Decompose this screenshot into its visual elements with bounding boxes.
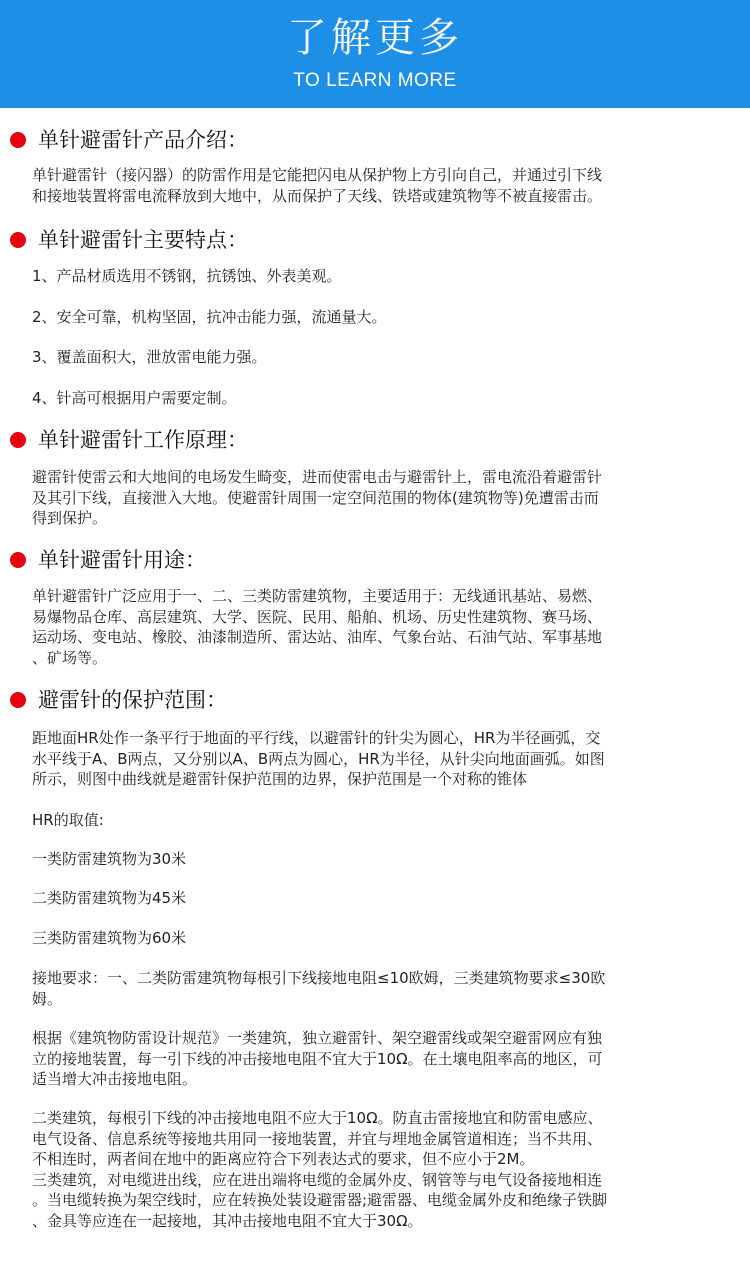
section-title: 单针避雷针工作原理： bbox=[38, 428, 248, 452]
paragraph: HR的取值: bbox=[32, 811, 104, 829]
feature-item: 2、安全可靠，机构坚固，抗冲击能力强，流通量大。 bbox=[32, 308, 387, 326]
feature-item: 4、针高可根据用户需要定制。 bbox=[32, 389, 237, 407]
paragraph: 单针避雷针（接闪器）的防雷作用是它能把闪电从保护物上方引向自己，并通过引下线 和接地装置将雷电流释放到大地中，从而保护了天线、铁塔或建筑物等不被直接雷击。 bbox=[32, 166, 603, 205]
section-heading-usage bbox=[10, 545, 206, 575]
paragraph: 单针避雷针广泛应用于一、二、三类防雷建筑物，主要适用于：无线通讯基站、易燃、 易爆物品仓库、高层建筑、大学、医院、民用、船舶、机场、历史性建筑物、赛马场、 运动场、变电站、橡胶、油漆制造所、雷达站、油库、气象台站、石油气站、军事基地 、矿场等。 bbox=[32, 587, 603, 667]
paragraph: 距地面HR处作一条平行于地面的平行线，以避雷针的针尖为圆心，HR为半径画弧，交 水平线于A、B两点，又分别以A、B两点为圆心，HR为半径，从针尖向地面画弧。如图 所示，则图中曲线就是避雷针保护范围的边界，保护范围是一个对称的锥体 bbox=[32, 729, 605, 788]
section-heading-range bbox=[10, 685, 227, 715]
section-title: 单针避雷针主要特点： bbox=[38, 228, 248, 252]
red-dot-icon bbox=[10, 432, 26, 448]
section-title: 单针避雷针产品介绍： bbox=[38, 128, 248, 152]
red-dot-icon bbox=[10, 692, 26, 708]
feature-item: 3、覆盖面积大，泄放雷电能力强。 bbox=[32, 348, 267, 366]
paragraph: 二类建筑，每根引下线的冲击接地电阻不应大于10Ω。防直击雷接地宜和防雷电感应、 电气设备、信息系统等接地共用同一接地装置，并宜与埋地金属管道相连；当不共用、 不相连时，两者间在地中的距离应符合下列表达式的要求，但不应小于2M。 三类建筑，对电缆进出线，应在进出端将电缆的金属外皮、钢管等与电气设备接地相连 。当电缆转换为架空线时，应在转换处装设避雷器;避雷器、电缆金属外皮和绝缘子铁脚 、金具等应连在一起接地，其冲击接地电阻不宜大于30Ω。 bbox=[32, 1109, 608, 1230]
paragraph: 避雷针使雷云和大地间的电场发生畸变，进而使雷电击与避雷针上，雷电流沿着避雷针 及其引下线，直接泄入大地。使避雷针周围一定空间范围的物体(建筑物等)免遭雷击而 得到保护。 bbox=[32, 468, 603, 527]
paragraph: 三类防雷建筑物为60米 bbox=[32, 929, 187, 947]
section-title: 避雷针的保护范围： bbox=[38, 688, 227, 712]
section-heading-principle bbox=[10, 425, 248, 455]
paragraph: 二类防雷建筑物为45米 bbox=[32, 889, 187, 907]
section-heading-intro bbox=[10, 125, 248, 155]
paragraph: 接地要求：一、二类防雷建筑物每根引下线接地电阻≤10欧姆，三类建筑物要求≤30欧 姆。 bbox=[32, 969, 606, 1008]
section-heading-features bbox=[10, 225, 248, 255]
paragraph: 根据《建筑物防雷设计规范》一类建筑，独立避雷针、架空避雷线或架空避雷网应有独 立的接地装置，每一引下线的冲击接地电阻不宜大于10Ω。在土壤电阻率高的地区，可 适当增大冲击接地电阻。 bbox=[32, 1029, 603, 1088]
header-banner bbox=[0, 0, 750, 108]
red-dot-icon bbox=[10, 552, 26, 568]
paragraph: 一类防雷建筑物为30米 bbox=[32, 850, 187, 868]
section-title: 单针避雷针用途： bbox=[38, 548, 206, 572]
red-dot-icon bbox=[10, 232, 26, 248]
banner-title: 了解更多 bbox=[287, 15, 463, 61]
banner-subtitle: TO LEARN MORE bbox=[293, 70, 457, 91]
feature-item: 1、产品材质选用不锈钢，抗锈蚀、外表美观。 bbox=[32, 267, 342, 285]
red-dot-icon bbox=[10, 132, 26, 148]
